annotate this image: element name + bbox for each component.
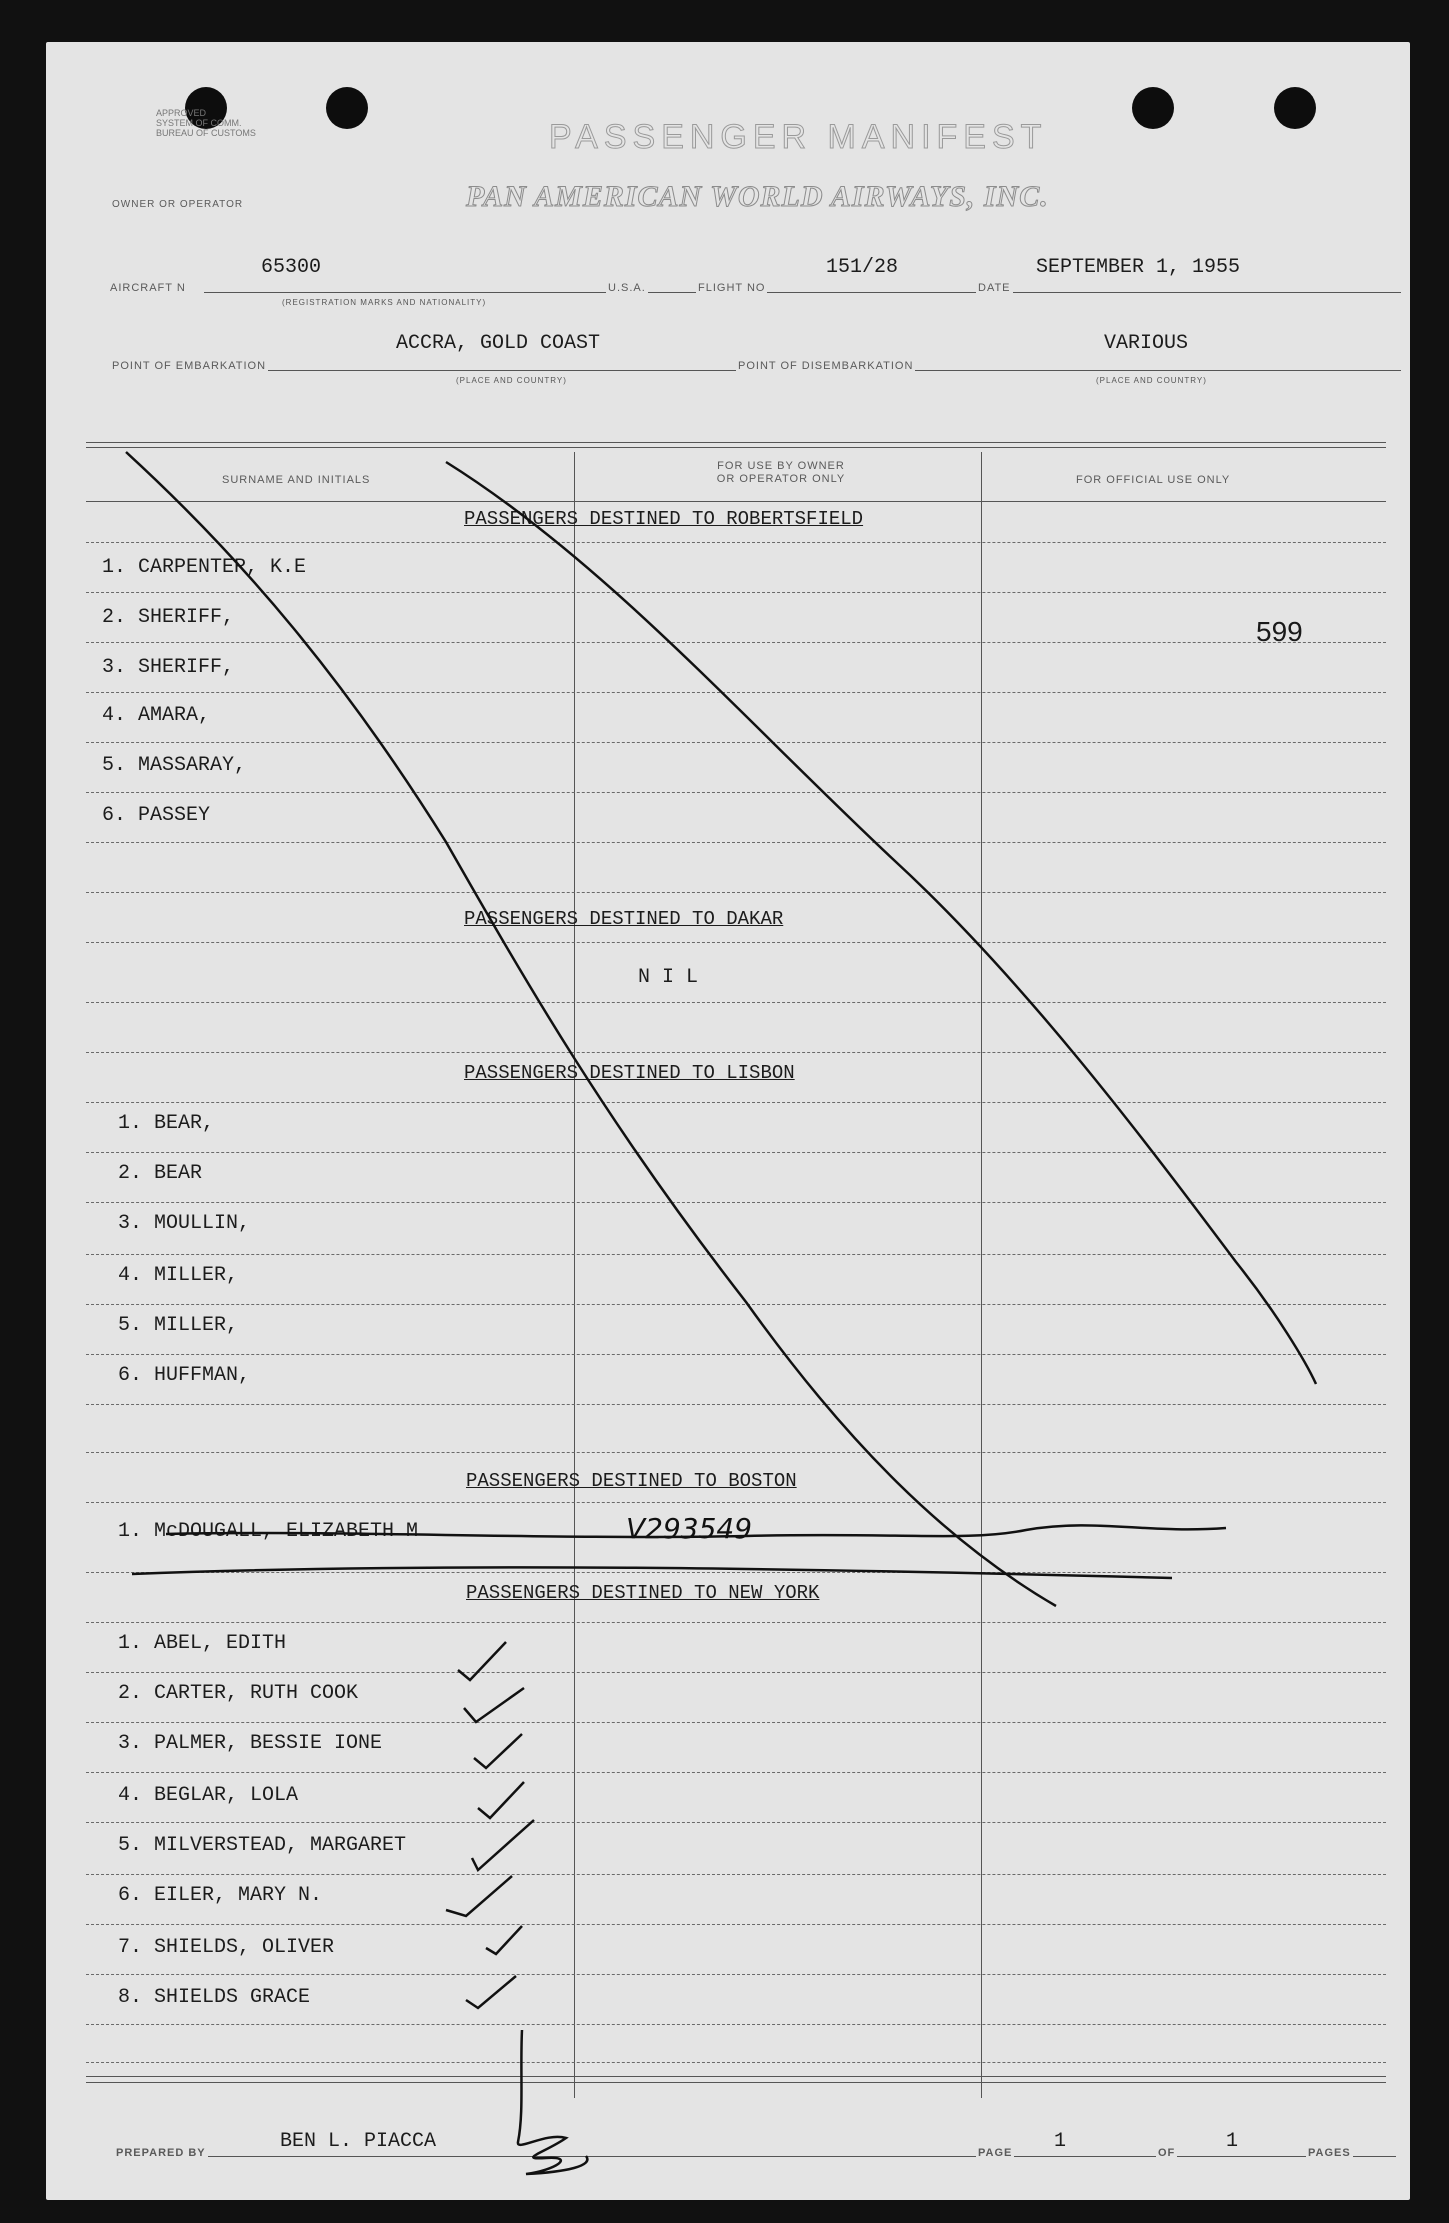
section-heading-new-york: PASSENGERS DESTINED TO NEW YORK <box>466 1582 820 1604</box>
date-label: DATE <box>978 282 1011 294</box>
pages-label: PAGES <box>1308 2147 1351 2159</box>
row-rule <box>86 1452 1386 1453</box>
passenger-row: 7. SHIELDS, OLIVER <box>118 1936 335 1959</box>
row-rule <box>86 1202 1386 1203</box>
row-rule <box>86 542 1386 543</box>
row-rule <box>86 1102 1386 1103</box>
registration-note: (REGISTRATION MARKS AND NATIONALITY) <box>282 298 487 307</box>
check-mark <box>474 1734 522 1768</box>
row-rule <box>86 1052 1386 1053</box>
usa-label: U.S.A. <box>608 282 646 294</box>
row-rule <box>86 1572 1386 1573</box>
row-rule <box>86 1002 1386 1003</box>
row-rule <box>86 1502 1386 1503</box>
row-rule <box>86 742 1386 743</box>
check-mark <box>466 1976 516 2008</box>
row-rule <box>86 1354 1386 1355</box>
row-rule <box>86 1722 1386 1723</box>
aircraft-label: AIRCRAFT N <box>110 282 186 294</box>
section-heading-lisbon: PASSENGERS DESTINED TO LISBON <box>464 1062 795 1084</box>
cross-out-stroke <box>126 452 1056 1606</box>
owner-label: OWNER OR OPERATOR <box>112 199 244 210</box>
row-rule <box>86 1622 1386 1623</box>
row-rule <box>86 2062 1386 2063</box>
passenger-row: 2. SHERIFF, <box>102 606 235 629</box>
row-rule <box>86 642 1386 643</box>
punch-hole <box>1274 87 1316 129</box>
check-mark <box>458 1642 506 1680</box>
row-rule <box>86 792 1386 793</box>
of-label: OF <box>1158 2147 1176 2159</box>
date-value: SEPTEMBER 1, 1955 <box>1036 256 1241 279</box>
passenger-row: 3. PALMER, BESSIE IONE <box>118 1732 383 1755</box>
punch-hole <box>326 87 368 129</box>
row-rule <box>86 1874 1386 1875</box>
punch-hole <box>1132 87 1174 129</box>
form-title: PASSENGER MANIFEST <box>549 118 1048 156</box>
check-mark <box>472 1820 534 1870</box>
of-value: 1 <box>1226 2130 1239 2153</box>
row-rule <box>86 692 1386 693</box>
official-number: 599 <box>1256 616 1303 647</box>
row-rule <box>86 1924 1386 1925</box>
disembarkation-value: VARIOUS <box>1104 332 1189 355</box>
page-value: 1 <box>1054 2130 1067 2153</box>
column-header-owner: FOR USE BY OWNER OR OPERATOR ONLY <box>716 460 846 485</box>
row-rule <box>86 1974 1386 1975</box>
row-rule <box>86 892 1386 893</box>
row-rule <box>86 1152 1386 1153</box>
column-header-surname: SURNAME AND INITIALS <box>222 474 371 486</box>
table-top-rule <box>86 447 1386 448</box>
row-rule <box>86 1822 1386 1823</box>
column-header-official: FOR OFFICIAL USE ONLY <box>1076 474 1231 486</box>
disembarkation-label: POINT OF DISEMBARKATION <box>738 360 914 372</box>
flight-value: 151/28 <box>826 256 899 279</box>
passenger-row: 6. HUFFMAN, <box>118 1364 251 1387</box>
row-rule <box>86 942 1386 943</box>
column-divider <box>981 452 982 2098</box>
passenger-row: 4. BEGLAR, LOLA <box>118 1784 299 1807</box>
row-rule <box>86 1304 1386 1305</box>
handwritten-number: V293549 <box>626 1512 753 1545</box>
row-rule <box>86 1404 1386 1405</box>
passenger-row: 1. ABEL, EDITH <box>118 1632 287 1655</box>
table-bottom-rule <box>86 2082 1386 2083</box>
table-bottom-rule <box>86 2076 1386 2077</box>
page-label: PAGE <box>978 2147 1013 2159</box>
dakar-nil: N I L <box>638 966 699 989</box>
row-rule <box>86 1254 1386 1255</box>
section-heading-robertsfield: PASSENGERS DESTINED TO ROBERTSFIELD <box>464 508 864 530</box>
header-rule <box>86 501 1386 502</box>
row-rule <box>86 842 1386 843</box>
rule <box>196 2156 1396 2157</box>
passenger-row: 8. SHIELDS GRACE <box>118 1986 311 2009</box>
row-rule <box>86 1772 1386 1773</box>
passenger-row: 1. BEAR, <box>118 1112 215 1135</box>
check-mark <box>478 1782 524 1818</box>
check-mark <box>486 1926 522 1954</box>
passenger-row: 4. AMARA, <box>102 704 211 727</box>
check-mark <box>446 1876 512 1916</box>
check-mark <box>464 1688 524 1722</box>
embarkation-label: POINT OF EMBARKATION <box>112 360 267 372</box>
passenger-row: 6. EILER, MARY N. <box>118 1884 323 1907</box>
passenger-row: 4. MILLER, <box>118 1264 239 1287</box>
prepared-by-value: BEN L. PIACCA <box>280 2130 437 2153</box>
passenger-row-struck: 1. McDOUGALL, ELIZABETH M <box>118 1520 419 1543</box>
row-rule <box>86 2024 1386 2025</box>
manifest-sheet <box>46 42 1410 2200</box>
rule <box>204 292 1401 293</box>
passenger-row: 3. MOULLIN, <box>118 1212 251 1235</box>
place-note: (PLACE AND COUNTRY) <box>1096 376 1207 385</box>
section-heading-boston: PASSENGERS DESTINED TO BOSTON <box>466 1470 797 1492</box>
flight-label: FLIGHT NO <box>698 282 766 294</box>
passenger-row: 5. MILVERSTEAD, MARGARET <box>118 1834 407 1857</box>
passenger-row: 2. CARTER, RUTH COOK <box>118 1682 359 1705</box>
passenger-row: 5. MASSARAY, <box>102 754 247 777</box>
prepared-by-label: PREPARED BY <box>116 2147 206 2159</box>
table-top-rule <box>86 442 1386 443</box>
row-rule <box>86 592 1386 593</box>
embarkation-value: ACCRA, GOLD COAST <box>396 332 601 355</box>
place-note: (PLACE AND COUNTRY) <box>456 376 567 385</box>
passenger-row: 3. SHERIFF, <box>102 656 235 679</box>
aircraft-value: 65300 <box>261 256 322 279</box>
row-rule <box>86 1672 1386 1673</box>
section-heading-dakar: PASSENGERS DESTINED TO DAKAR <box>464 908 784 930</box>
signature <box>518 2030 587 2174</box>
passenger-row: 1. CARPENTER, K.E <box>102 556 307 579</box>
passenger-row: 6. PASSEY <box>102 804 211 827</box>
passenger-row: 5. MILLER, <box>118 1314 239 1337</box>
column-divider <box>574 452 575 2098</box>
approval-stamp: APPROVED SYSTEM OF COMM. BUREAU OF CUSTOMS <box>156 108 256 138</box>
operator-name: PAN AMERICAN WORLD AIRWAYS, INC. <box>466 180 1049 213</box>
passenger-row: 2. BEAR <box>118 1162 203 1185</box>
